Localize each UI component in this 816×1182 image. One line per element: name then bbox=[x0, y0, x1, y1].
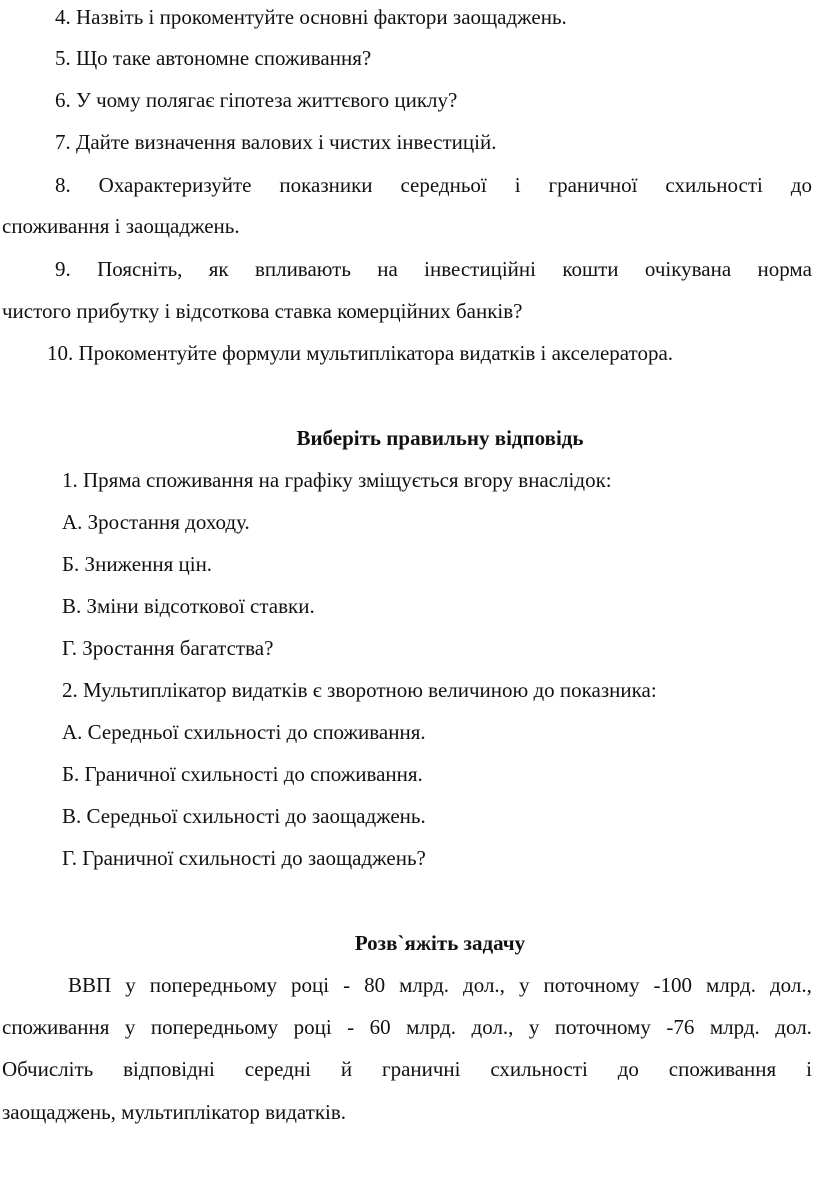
word: 60 bbox=[369, 1015, 391, 1039]
word: році bbox=[290, 973, 330, 997]
option-b: Б. Зниження цін. bbox=[62, 552, 213, 576]
word: - bbox=[347, 1015, 355, 1039]
word: Обчисліть bbox=[2, 1057, 94, 1081]
question-9-line-1 bbox=[55, 256, 812, 282]
question-8-line-1 bbox=[55, 172, 812, 198]
option-g: Г. Граничної схильності до заощаджень? bbox=[62, 846, 426, 870]
word: інвестиційні bbox=[424, 257, 536, 281]
word: році bbox=[293, 1015, 332, 1039]
question-7: 7. Дайте визначення валових і чистих інвестицій. bbox=[55, 130, 497, 154]
word: - bbox=[343, 973, 351, 997]
word: граничні bbox=[381, 1057, 461, 1081]
test-question-2: 2. Мультиплікатор видатків є зворотною величиною до показника: bbox=[62, 678, 657, 702]
option-a: А. Зростання доходу. bbox=[62, 510, 250, 534]
word: -76 bbox=[666, 1015, 695, 1039]
word: ВВП bbox=[68, 973, 112, 997]
word: попередньому bbox=[150, 1015, 279, 1039]
task-line-4: заощаджень, мультиплікатор видатків. bbox=[2, 1100, 347, 1124]
word: очікувана bbox=[644, 257, 732, 281]
task-heading: Розв`яжіть задачу bbox=[354, 931, 526, 955]
word: поточному bbox=[554, 1015, 651, 1039]
word: як bbox=[208, 257, 229, 281]
word: дол., bbox=[471, 1015, 514, 1039]
question-8-line-2: споживання і заощаджень. bbox=[2, 214, 240, 238]
word: у bbox=[518, 973, 530, 997]
word: й bbox=[340, 1057, 353, 1081]
word: дол., bbox=[463, 973, 505, 997]
word: поточному bbox=[543, 973, 640, 997]
word: попередньому bbox=[149, 973, 277, 997]
word: норма bbox=[757, 257, 812, 281]
task-line-2 bbox=[2, 1014, 812, 1040]
word: млрд. bbox=[706, 973, 756, 997]
task-line-1 bbox=[68, 972, 812, 998]
word: 8. bbox=[55, 173, 71, 197]
word: споживання bbox=[2, 1015, 110, 1039]
question-4: 4. Назвіть і прокоментуйте основні фактори заощаджень. bbox=[55, 5, 567, 29]
word: у bbox=[124, 1015, 136, 1039]
word: дол. bbox=[775, 1015, 812, 1039]
word: до bbox=[617, 1057, 639, 1081]
word: впливають bbox=[254, 257, 351, 281]
word: граничної bbox=[548, 173, 638, 197]
word: схильності bbox=[665, 173, 763, 197]
question-6: 6. У чому полягає гіпотеза життєвого циклу? bbox=[55, 88, 458, 112]
option-g: Г. Зростання багатства? bbox=[62, 636, 274, 660]
word: кошти bbox=[562, 257, 619, 281]
question-9-line-2: чистого прибутку і відсоткова ставка комерційних банків? bbox=[2, 299, 523, 323]
option-b: Б. Граничної схильності до споживання. bbox=[62, 762, 423, 786]
word: і bbox=[514, 173, 521, 197]
task-line-3 bbox=[2, 1056, 812, 1082]
word: млрд. bbox=[406, 1015, 457, 1039]
word: показники bbox=[279, 173, 373, 197]
word: -100 bbox=[653, 973, 692, 997]
option-v: В. Середньої схильності до заощаджень. bbox=[62, 804, 426, 828]
word: 80 bbox=[364, 973, 386, 997]
word: млрд. bbox=[709, 1015, 760, 1039]
word: млрд. bbox=[399, 973, 450, 997]
word: у bbox=[528, 1015, 540, 1039]
word: відповідні bbox=[123, 1057, 215, 1081]
word: схильності bbox=[490, 1057, 588, 1081]
word: Охарактеризуйте bbox=[98, 173, 252, 197]
option-v: В. Зміни відсоткової ставки. bbox=[62, 594, 315, 618]
question-10: 10. Прокоментуйте формули мультиплікатора видатків і акселератора. bbox=[47, 341, 674, 365]
word: дол., bbox=[769, 973, 812, 997]
choose-answer-heading: Виберіть правильну відповідь bbox=[296, 426, 584, 450]
option-a: А. Середньої схильності до споживання. bbox=[62, 720, 426, 744]
test-question-1: 1. Пряма споживання на графіку зміщується вгору внаслідок: bbox=[62, 468, 612, 492]
word: і bbox=[806, 1057, 812, 1081]
word: до bbox=[790, 173, 812, 197]
word: середньої bbox=[400, 173, 487, 197]
question-5: 5. Що таке автономне споживання? bbox=[55, 46, 372, 70]
word: споживання bbox=[668, 1057, 777, 1081]
word: Поясніть, bbox=[97, 257, 183, 281]
word: у bbox=[125, 973, 136, 997]
word: на bbox=[377, 257, 398, 281]
word: 9. bbox=[55, 257, 71, 281]
word: середні bbox=[244, 1057, 311, 1081]
